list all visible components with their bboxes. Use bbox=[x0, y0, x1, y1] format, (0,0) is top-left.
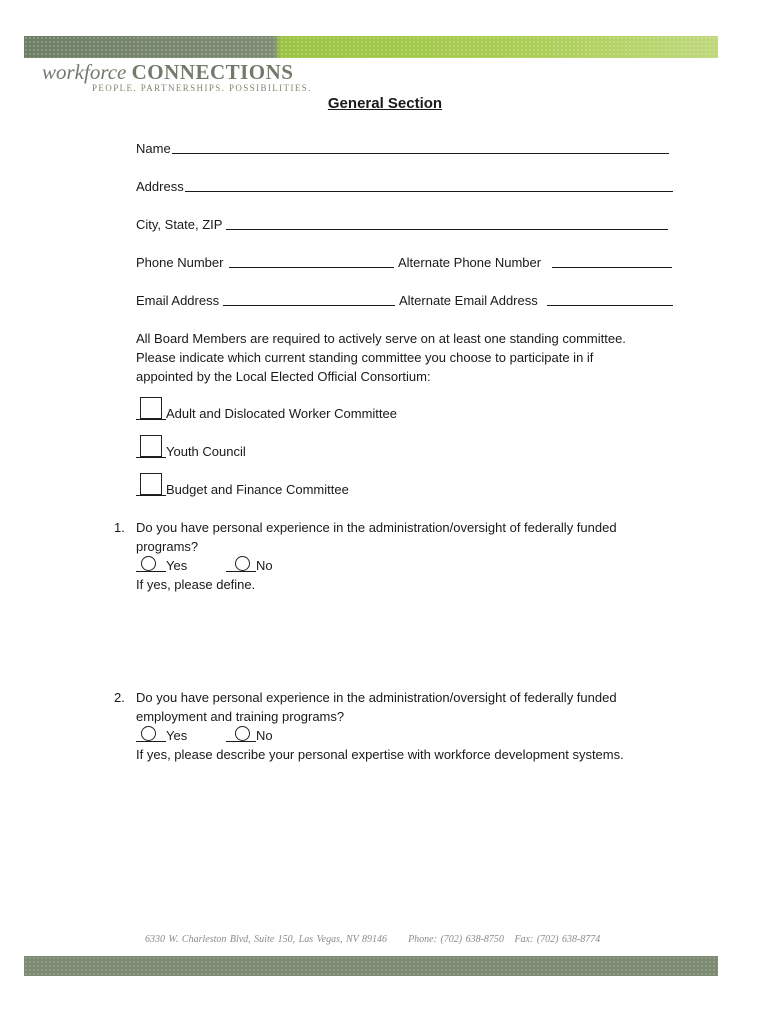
city-label: City, State, ZIP bbox=[136, 217, 223, 232]
city-field[interactable] bbox=[226, 229, 668, 230]
logo bbox=[42, 60, 312, 93]
alt-email-field[interactable] bbox=[547, 305, 673, 306]
logo-wordmark bbox=[42, 60, 312, 85]
alt-phone-field[interactable] bbox=[552, 267, 672, 268]
logo-connections: CONNECTIONS bbox=[131, 60, 294, 84]
committee-underline bbox=[136, 495, 166, 496]
question-2-yes-radio[interactable] bbox=[141, 726, 156, 741]
footer-address: 6330 W. Charleston Blvd, Suite 150, Las Vegas, NV 89146 bbox=[145, 934, 388, 945]
logo-tagline: PEOPLE. PARTNERSHIPS. POSSIBILITIES. bbox=[92, 83, 312, 93]
question-2-number: 2. bbox=[114, 690, 125, 705]
name-label: Name bbox=[136, 141, 171, 156]
phone-field[interactable] bbox=[229, 267, 394, 268]
yes-underline bbox=[136, 741, 166, 742]
intro-line-3: appointed by the Local Elected Official Consortium: bbox=[136, 369, 431, 384]
question-2-followup: If yes, please describe your personal expertise with workforce development systems. bbox=[136, 747, 624, 762]
name-field[interactable] bbox=[172, 153, 669, 154]
email-label: Email Address bbox=[136, 293, 220, 308]
intro-line-2: Please indicate which current standing committee you choose to participate in if bbox=[136, 350, 594, 365]
alt-phone-label: Alternate Phone Number bbox=[398, 255, 542, 270]
header-bar bbox=[24, 36, 718, 58]
question-2-line-2: employment and training programs? bbox=[136, 709, 345, 724]
page-title: General Section bbox=[327, 95, 443, 112]
budget-committee-label: Budget and Finance Committee bbox=[166, 482, 349, 497]
footer-phone: Phone: (702) 638-8750 bbox=[408, 934, 504, 945]
adult-committee-label: Adult and Dislocated Worker Committee bbox=[166, 406, 397, 421]
youth-council-checkbox[interactable] bbox=[140, 435, 162, 457]
question-2-yes-label: Yes bbox=[166, 728, 188, 743]
phone-label: Phone Number bbox=[136, 255, 224, 270]
adult-committee-checkbox[interactable] bbox=[140, 397, 162, 419]
footer-contact bbox=[145, 934, 600, 945]
committee-underline bbox=[136, 457, 166, 458]
alt-email-label: Alternate Email Address bbox=[399, 293, 538, 308]
footer-fax: Fax: (702) 638-8774 bbox=[514, 934, 601, 945]
intro-line-1: All Board Members are required to actively serve on at least one standing committee. bbox=[136, 331, 626, 346]
question-2-no-label: No bbox=[256, 728, 273, 743]
question-1-yes-label: Yes bbox=[166, 558, 188, 573]
question-1-followup: If yes, please define. bbox=[136, 577, 256, 592]
question-1-no-label: No bbox=[256, 558, 273, 573]
question-2-line-1: Do you have personal experience in the administration/oversight of federally funded bbox=[136, 690, 617, 705]
question-1-line-1: Do you have personal experience in the administration/oversight of federally funded bbox=[136, 520, 617, 535]
yes-underline bbox=[136, 571, 166, 572]
footer-bar bbox=[24, 956, 718, 976]
budget-committee-checkbox[interactable] bbox=[140, 473, 162, 495]
email-field[interactable] bbox=[223, 305, 395, 306]
question-1-yes-radio[interactable] bbox=[141, 556, 156, 571]
no-underline bbox=[226, 571, 256, 572]
address-label: Address bbox=[136, 179, 184, 194]
committee-underline bbox=[136, 419, 166, 420]
question-1-line-2: programs? bbox=[136, 539, 199, 554]
youth-council-label: Youth Council bbox=[166, 444, 246, 459]
question-1-no-radio[interactable] bbox=[235, 556, 250, 571]
no-underline bbox=[226, 741, 256, 742]
question-1-number: 1. bbox=[114, 520, 125, 535]
address-field[interactable] bbox=[185, 191, 673, 192]
question-2-no-radio[interactable] bbox=[235, 726, 250, 741]
logo-workforce: workforce bbox=[42, 60, 127, 84]
